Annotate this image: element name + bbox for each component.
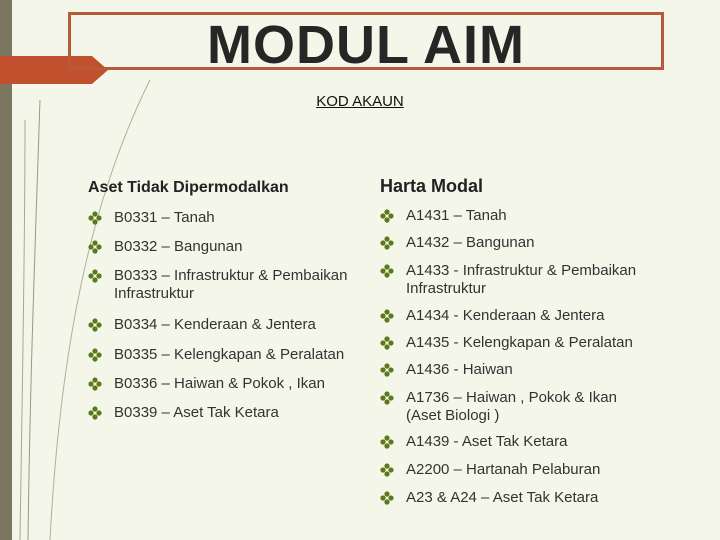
left-column-heading: Aset Tidak Dipermodalkan	[88, 179, 289, 196]
list-item	[88, 346, 368, 364]
list-item-label: B0339 – Aset Tak Ketara	[114, 404, 279, 421]
diamond-bullet-icon	[88, 318, 102, 332]
list-item	[380, 461, 670, 479]
list-item-label: B0335 – Kelengkapan & Peralatan	[114, 346, 345, 363]
list-item	[380, 361, 670, 379]
list-item	[88, 316, 368, 334]
list-item	[380, 207, 670, 225]
list-item	[88, 404, 368, 422]
list-item	[380, 307, 670, 325]
diamond-bullet-icon	[380, 435, 394, 449]
right-column-heading: Harta Modal	[380, 176, 484, 196]
list-item-label: A1436 - Haiwan	[406, 361, 513, 378]
diamond-bullet-icon	[380, 264, 394, 278]
diamond-bullet-icon	[380, 309, 394, 323]
list-item-label: A1431 – Tanah	[406, 207, 507, 224]
list-item	[380, 489, 670, 507]
diamond-bullet-icon	[380, 236, 394, 250]
diamond-bullet-icon	[380, 209, 394, 223]
list-item-label: B0333 – Infrastruktur & Pembaikan Infrastruktur	[114, 267, 348, 302]
diamond-bullet-icon	[88, 269, 102, 283]
list-item	[380, 433, 670, 451]
list-item	[88, 238, 368, 256]
diamond-bullet-icon	[88, 211, 102, 225]
diamond-bullet-icon	[88, 348, 102, 362]
list-item-label: B0336 – Haiwan & Pokok , Ikan	[114, 375, 325, 392]
list-item	[380, 389, 650, 425]
list-item-label: A1432 – Bangunan	[406, 234, 535, 251]
list-item-label: A23 & A24 – Aset Tak Ketara	[406, 489, 599, 506]
list-item	[380, 334, 670, 352]
page-subtitle: KOD AKAUN	[316, 93, 404, 110]
diamond-bullet-icon	[88, 406, 102, 420]
diamond-bullet-icon	[380, 391, 394, 405]
diamond-bullet-icon	[380, 463, 394, 477]
list-item-label: A1439 - Aset Tak Ketara	[406, 433, 568, 450]
list-item	[380, 262, 670, 298]
diamond-bullet-icon	[88, 377, 102, 391]
diamond-bullet-icon	[380, 491, 394, 505]
list-item-label: A1433 - Infrastruktur & Pembaikan Infrastruktur	[406, 262, 637, 297]
list-item-label: A1434 - Kenderaan & Jentera	[406, 307, 605, 324]
list-item	[88, 209, 368, 227]
list-item-label: B0332 – Bangunan	[114, 238, 243, 255]
list-item	[88, 267, 368, 303]
diamond-bullet-icon	[380, 336, 394, 350]
list-item-label: A1736 – Haiwan , Pokok & Ikan (Aset Biologi )	[406, 389, 617, 424]
list-item-label: B0331 – Tanah	[114, 209, 215, 226]
list-item	[380, 234, 670, 252]
list-item-label: B0334 – Kenderaan & Jentera	[114, 316, 316, 333]
diamond-bullet-icon	[88, 240, 102, 254]
diamond-bullet-icon	[380, 363, 394, 377]
list-item-label: A1435 - Kelengkapan & Peralatan	[406, 334, 633, 351]
page-title: MODUL AIM	[207, 15, 525, 75]
list-item-label: A2200 – Hartanah Pelaburan	[406, 461, 601, 478]
list-item	[88, 375, 368, 393]
